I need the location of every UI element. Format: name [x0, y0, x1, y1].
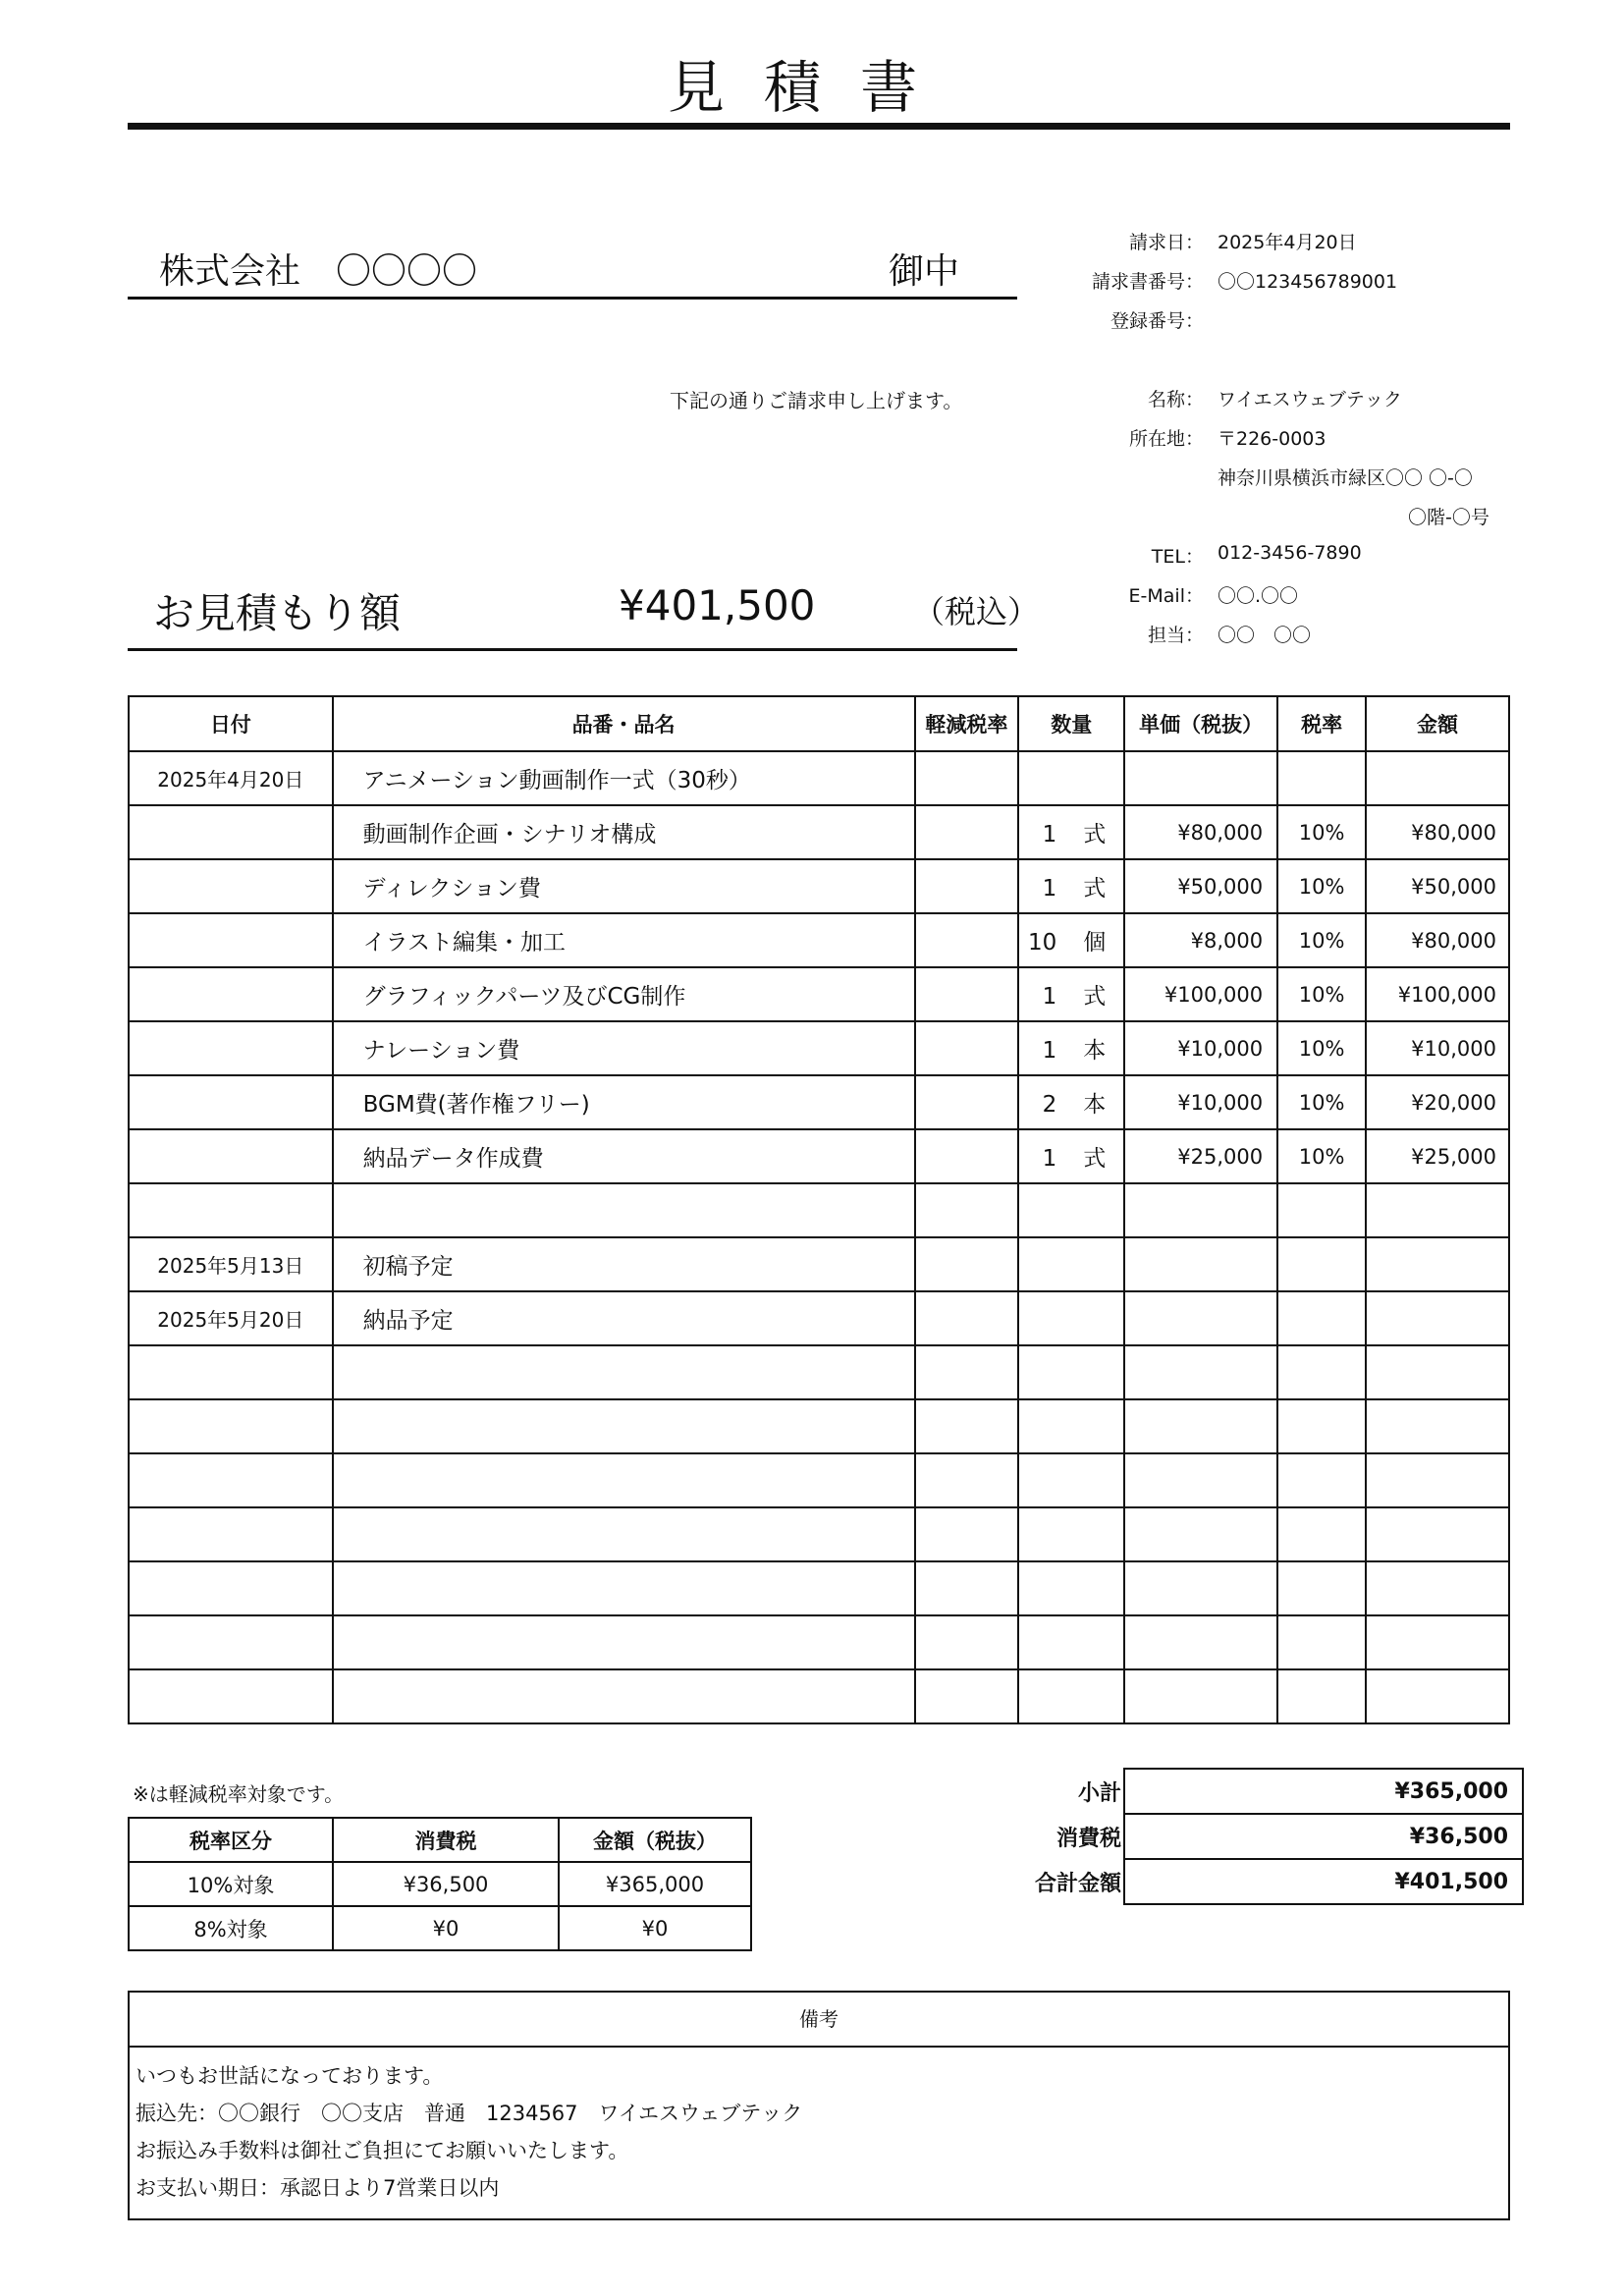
- item-reduced-rate: [915, 1129, 1019, 1183]
- item-amount: [1366, 1507, 1509, 1561]
- item-unit-price: [1124, 1507, 1277, 1561]
- tax-total-value: ¥36,500: [1124, 1814, 1523, 1859]
- item-quantity: [1018, 967, 1124, 1021]
- item-name: 納品予定: [333, 1291, 915, 1345]
- tel-value: 012-3456-7890: [1218, 542, 1362, 564]
- item-reduced-rate: [915, 1345, 1019, 1399]
- item-name: イラスト編集・加工: [333, 913, 915, 967]
- item-name: [333, 1345, 915, 1399]
- item-unit: 式: [1083, 876, 1107, 902]
- item-name: 動画制作企画・シナリオ構成: [333, 805, 915, 859]
- item-tax-rate: [1277, 1507, 1366, 1561]
- item-row: [129, 1561, 1509, 1615]
- header-amount: 金額: [1366, 696, 1509, 751]
- item-tax-rate: [1277, 1399, 1366, 1453]
- item-date: [129, 967, 333, 1021]
- item-reduced-rate: [915, 805, 1019, 859]
- item-date: [129, 805, 333, 859]
- item-reduced-rate: [915, 1291, 1019, 1345]
- item-date: [129, 1021, 333, 1075]
- item-unit-price: [1124, 1183, 1277, 1237]
- issuer-name-label: 名称：: [1147, 389, 1204, 410]
- item-tax-rate: [1277, 1291, 1366, 1345]
- item-quantity: [1018, 1453, 1124, 1507]
- item-unit: 式: [1083, 984, 1107, 1010]
- registration-number-label: 登録番号：: [1110, 310, 1204, 332]
- item-unit-price: [1124, 1615, 1277, 1669]
- item-row: [129, 913, 1509, 967]
- tax-header-tax: 消費税: [333, 1818, 559, 1862]
- item-tax-rate: 10%: [1277, 859, 1366, 913]
- item-tax-rate: [1277, 1183, 1366, 1237]
- address-label: 所在地：: [1128, 428, 1204, 450]
- item-date: [129, 1507, 333, 1561]
- tax-value: ¥0: [333, 1906, 559, 1950]
- item-name: アニメーション動画制作一式（30秒）: [333, 751, 915, 805]
- tax-row: [129, 1862, 751, 1906]
- address-postal: 〒226-0003: [1218, 428, 1326, 450]
- invoice-date-value: 2025年4月20日: [1218, 232, 1357, 253]
- item-unit: 本: [1083, 1092, 1107, 1118]
- item-tax-rate: [1277, 1453, 1366, 1507]
- invoice-date-label: 請求日：: [1128, 232, 1204, 253]
- item-name: [333, 1669, 915, 1723]
- header-unit-price: 単価（税抜）: [1124, 696, 1277, 751]
- item-date: [129, 1669, 333, 1723]
- item-quantity: [1018, 1291, 1124, 1345]
- item-row: [129, 1453, 1509, 1507]
- item-reduced-rate: [915, 967, 1019, 1021]
- items-header-row: [129, 696, 1509, 751]
- issuer-meta: [0, 0, 1624, 687]
- item-reduced-rate: [915, 1075, 1019, 1129]
- item-date: [129, 1075, 333, 1129]
- item-name: [333, 1561, 915, 1615]
- item-amount: [1366, 1615, 1509, 1669]
- item-unit-price: [1124, 1291, 1277, 1345]
- item-unit-price: ¥8,000: [1124, 913, 1277, 967]
- item-quantity: [1018, 751, 1124, 805]
- remarks-line: 振込先：〇〇銀行 〇〇支店 普通 1234567 ワイエスウェブテック: [135, 2102, 803, 2125]
- item-amount: [1366, 1345, 1509, 1399]
- email-label: E-Mail：: [1128, 585, 1204, 607]
- item-row: [129, 1615, 1509, 1669]
- item-unit-price: [1124, 1669, 1277, 1723]
- item-reduced-rate: [915, 1183, 1019, 1237]
- item-quantity: [1018, 1075, 1124, 1129]
- item-amount: ¥50,000: [1366, 859, 1509, 913]
- item-quantity-value: 1: [1042, 1146, 1057, 1172]
- item-name: [333, 1183, 915, 1237]
- subtotal-value: ¥365,000: [1124, 1769, 1523, 1814]
- item-quantity-value: 2: [1042, 1092, 1057, 1118]
- lead-text: 下記の通りご請求申し上げます。: [670, 389, 963, 412]
- item-date: [129, 1561, 333, 1615]
- item-amount: [1366, 1561, 1509, 1615]
- header-item: 品番・品名: [333, 696, 915, 751]
- tax-category: 10%対象: [129, 1862, 333, 1906]
- email-value: 〇〇.〇〇: [1218, 585, 1299, 607]
- item-tax-rate: [1277, 1561, 1366, 1615]
- item-tax-rate: 10%: [1277, 805, 1366, 859]
- item-quantity: [1018, 1669, 1124, 1723]
- item-unit-price: ¥10,000: [1124, 1075, 1277, 1129]
- header-tax-rate: 税率: [1277, 696, 1366, 751]
- item-name: 初稿予定: [333, 1237, 915, 1291]
- item-unit-price: ¥10,000: [1124, 1021, 1277, 1075]
- item-tax-rate: [1277, 1615, 1366, 1669]
- item-name: [333, 1615, 915, 1669]
- tax-value: ¥36,500: [333, 1862, 559, 1906]
- item-quantity: [1018, 1237, 1124, 1291]
- document-title: 見積書: [667, 54, 956, 121]
- item-tax-rate: 10%: [1277, 913, 1366, 967]
- item-unit-price: ¥100,000: [1124, 967, 1277, 1021]
- tax-header-category: 税率区分: [129, 1818, 333, 1862]
- item-row: [129, 1507, 1509, 1561]
- client-name: 株式会社 〇〇〇〇: [159, 251, 478, 292]
- header-date: 日付: [129, 696, 333, 751]
- item-reduced-rate: [915, 1237, 1019, 1291]
- item-name: グラフィックパーツ及びCG制作: [333, 967, 915, 1021]
- tel-label: TEL：: [1151, 546, 1204, 568]
- person-label: 担当：: [1147, 625, 1204, 646]
- item-row: [129, 1129, 1509, 1183]
- remarks-heading: 備考: [130, 1993, 1508, 2048]
- item-tax-rate: [1277, 1237, 1366, 1291]
- item-row: [129, 1291, 1509, 1345]
- total-tax-note: （税込）: [913, 593, 1040, 630]
- item-tax-rate: [1277, 1669, 1366, 1723]
- item-date: [129, 1453, 333, 1507]
- item-quantity: [1018, 913, 1124, 967]
- item-amount: [1366, 1237, 1509, 1291]
- items-table: [128, 695, 1510, 1724]
- item-date: 2025年4月20日: [129, 751, 333, 805]
- remarks-body: [130, 2048, 1508, 2207]
- item-quantity: [1018, 1129, 1124, 1183]
- remarks-box: [128, 1991, 1510, 2220]
- item-quantity: [1018, 1345, 1124, 1399]
- item-amount: ¥100,000: [1366, 967, 1509, 1021]
- item-name: 納品データ作成費: [333, 1129, 915, 1183]
- item-amount: [1366, 1291, 1509, 1345]
- item-quantity: [1018, 1561, 1124, 1615]
- remarks-line: いつもお世話になっております。: [135, 2064, 444, 2088]
- item-tax-rate: 10%: [1277, 1021, 1366, 1075]
- grand-total-value: ¥401,500: [1124, 1859, 1523, 1904]
- item-unit-price: [1124, 751, 1277, 805]
- item-date: [129, 913, 333, 967]
- item-date: [129, 1129, 333, 1183]
- issuer-name-value: ワイエスウェブテック: [1218, 389, 1402, 410]
- item-row: [129, 1399, 1509, 1453]
- item-row: [129, 967, 1509, 1021]
- total-amount: ¥401,500: [619, 581, 816, 629]
- subtotal-row: [1021, 1769, 1523, 1814]
- item-tax-rate: 10%: [1277, 1075, 1366, 1129]
- item-quantity-value: 10: [1027, 930, 1057, 956]
- grand-total-label: 合計金額: [1034, 1871, 1121, 1896]
- item-name: [333, 1399, 915, 1453]
- item-unit-price: ¥25,000: [1124, 1129, 1277, 1183]
- tax-base-amount: ¥365,000: [559, 1862, 751, 1906]
- item-row: [129, 1021, 1509, 1075]
- item-quantity: [1018, 1507, 1124, 1561]
- item-reduced-rate: [915, 1507, 1019, 1561]
- item-quantity: [1018, 1183, 1124, 1237]
- item-reduced-rate: [915, 1669, 1019, 1723]
- item-date: [129, 1183, 333, 1237]
- item-unit-price: ¥50,000: [1124, 859, 1277, 913]
- item-unit: 本: [1083, 1038, 1107, 1064]
- item-date: [129, 1615, 333, 1669]
- remarks-line: お支払い期日：承認日より7営業日以内: [135, 2176, 500, 2200]
- item-tax-rate: [1277, 1345, 1366, 1399]
- header-quantity: 数量: [1018, 696, 1124, 751]
- item-reduced-rate: [915, 1399, 1019, 1453]
- item-unit-price: [1124, 1453, 1277, 1507]
- item-row: [129, 859, 1509, 913]
- item-quantity: [1018, 1615, 1124, 1669]
- item-amount: ¥80,000: [1366, 913, 1509, 967]
- person-value: 〇〇 〇〇: [1218, 625, 1312, 646]
- item-amount: ¥25,000: [1366, 1129, 1509, 1183]
- item-date: [129, 859, 333, 913]
- subtotal-label: 小計: [1077, 1780, 1121, 1806]
- item-reduced-rate: [915, 1021, 1019, 1075]
- invoice-number-label: 請求書番号：: [1091, 271, 1204, 293]
- item-name: BGM費(著作権フリー): [333, 1075, 915, 1129]
- item-unit-price: [1124, 1399, 1277, 1453]
- item-reduced-rate: [915, 859, 1019, 913]
- item-tax-rate: 10%: [1277, 1129, 1366, 1183]
- tax-category: 8%対象: [129, 1906, 333, 1950]
- tax-base-amount: ¥0: [559, 1906, 751, 1950]
- item-amount: [1366, 1453, 1509, 1507]
- item-reduced-rate: [915, 751, 1019, 805]
- item-unit: 式: [1083, 1146, 1107, 1172]
- item-amount: ¥80,000: [1366, 805, 1509, 859]
- tax-row: [129, 1906, 751, 1950]
- item-quantity-value: 1: [1042, 822, 1057, 847]
- item-tax-rate: [1277, 751, 1366, 805]
- tax-breakdown-table: [128, 1817, 752, 1951]
- header-reduced-rate: 軽減税率: [915, 696, 1019, 751]
- item-unit-price: [1124, 1237, 1277, 1291]
- item-amount: ¥10,000: [1366, 1021, 1509, 1075]
- address-line2: 神奈川県横浜市緑区〇〇 〇-〇: [1218, 467, 1473, 489]
- item-unit-price: ¥80,000: [1124, 805, 1277, 859]
- invoice-number-value: 〇〇123456789001: [1218, 271, 1398, 293]
- item-row: [129, 1075, 1509, 1129]
- item-unit: 式: [1083, 822, 1107, 847]
- item-row: [129, 1669, 1509, 1723]
- total-label: お見積もり額: [153, 589, 402, 637]
- item-quantity: [1018, 1021, 1124, 1075]
- item-name: ディレクション費: [333, 859, 915, 913]
- item-quantity-value: 1: [1042, 984, 1057, 1010]
- summary-table: [1021, 1768, 1524, 1905]
- item-amount: ¥20,000: [1366, 1075, 1509, 1129]
- item-reduced-rate: [915, 913, 1019, 967]
- item-quantity: [1018, 1399, 1124, 1453]
- grand-total-row: [1021, 1859, 1523, 1904]
- item-row: [129, 1345, 1509, 1399]
- address-line3: 〇階-〇号: [1408, 507, 1489, 528]
- item-name: [333, 1453, 915, 1507]
- client-honorific: 御中: [889, 251, 960, 292]
- item-quantity-value: 1: [1042, 876, 1057, 902]
- item-quantity-value: 1: [1042, 1038, 1057, 1064]
- item-name: [333, 1507, 915, 1561]
- item-reduced-rate: [915, 1615, 1019, 1669]
- item-amount: [1366, 751, 1509, 805]
- item-quantity: [1018, 859, 1124, 913]
- tax-total-label: 消費税: [1056, 1826, 1121, 1851]
- item-name: ナレーション費: [333, 1021, 915, 1075]
- item-row: [129, 1237, 1509, 1291]
- item-row: [129, 751, 1509, 805]
- item-unit-price: [1124, 1345, 1277, 1399]
- remarks-line: お振込み手数料は御社ご負担にてお願いいたします。: [135, 2139, 629, 2162]
- tax-header-row: [129, 1818, 751, 1862]
- item-date: [129, 1345, 333, 1399]
- tax-total-row: [1021, 1814, 1523, 1859]
- item-reduced-rate: [915, 1561, 1019, 1615]
- item-date: [129, 1399, 333, 1453]
- item-tax-rate: 10%: [1277, 967, 1366, 1021]
- reduced-rate-note: ※は軽減税率対象です。: [133, 1782, 345, 1806]
- item-amount: [1366, 1183, 1509, 1237]
- item-unit-price: [1124, 1561, 1277, 1615]
- item-date: 2025年5月13日: [129, 1237, 333, 1291]
- item-unit: 個: [1083, 930, 1107, 956]
- item-amount: [1366, 1669, 1509, 1723]
- item-row: [129, 1183, 1509, 1237]
- item-amount: [1366, 1399, 1509, 1453]
- item-quantity: [1018, 805, 1124, 859]
- item-reduced-rate: [915, 1453, 1019, 1507]
- tax-header-amount: 金額（税抜）: [559, 1818, 751, 1862]
- item-date: 2025年5月20日: [129, 1291, 333, 1345]
- item-row: [129, 805, 1509, 859]
